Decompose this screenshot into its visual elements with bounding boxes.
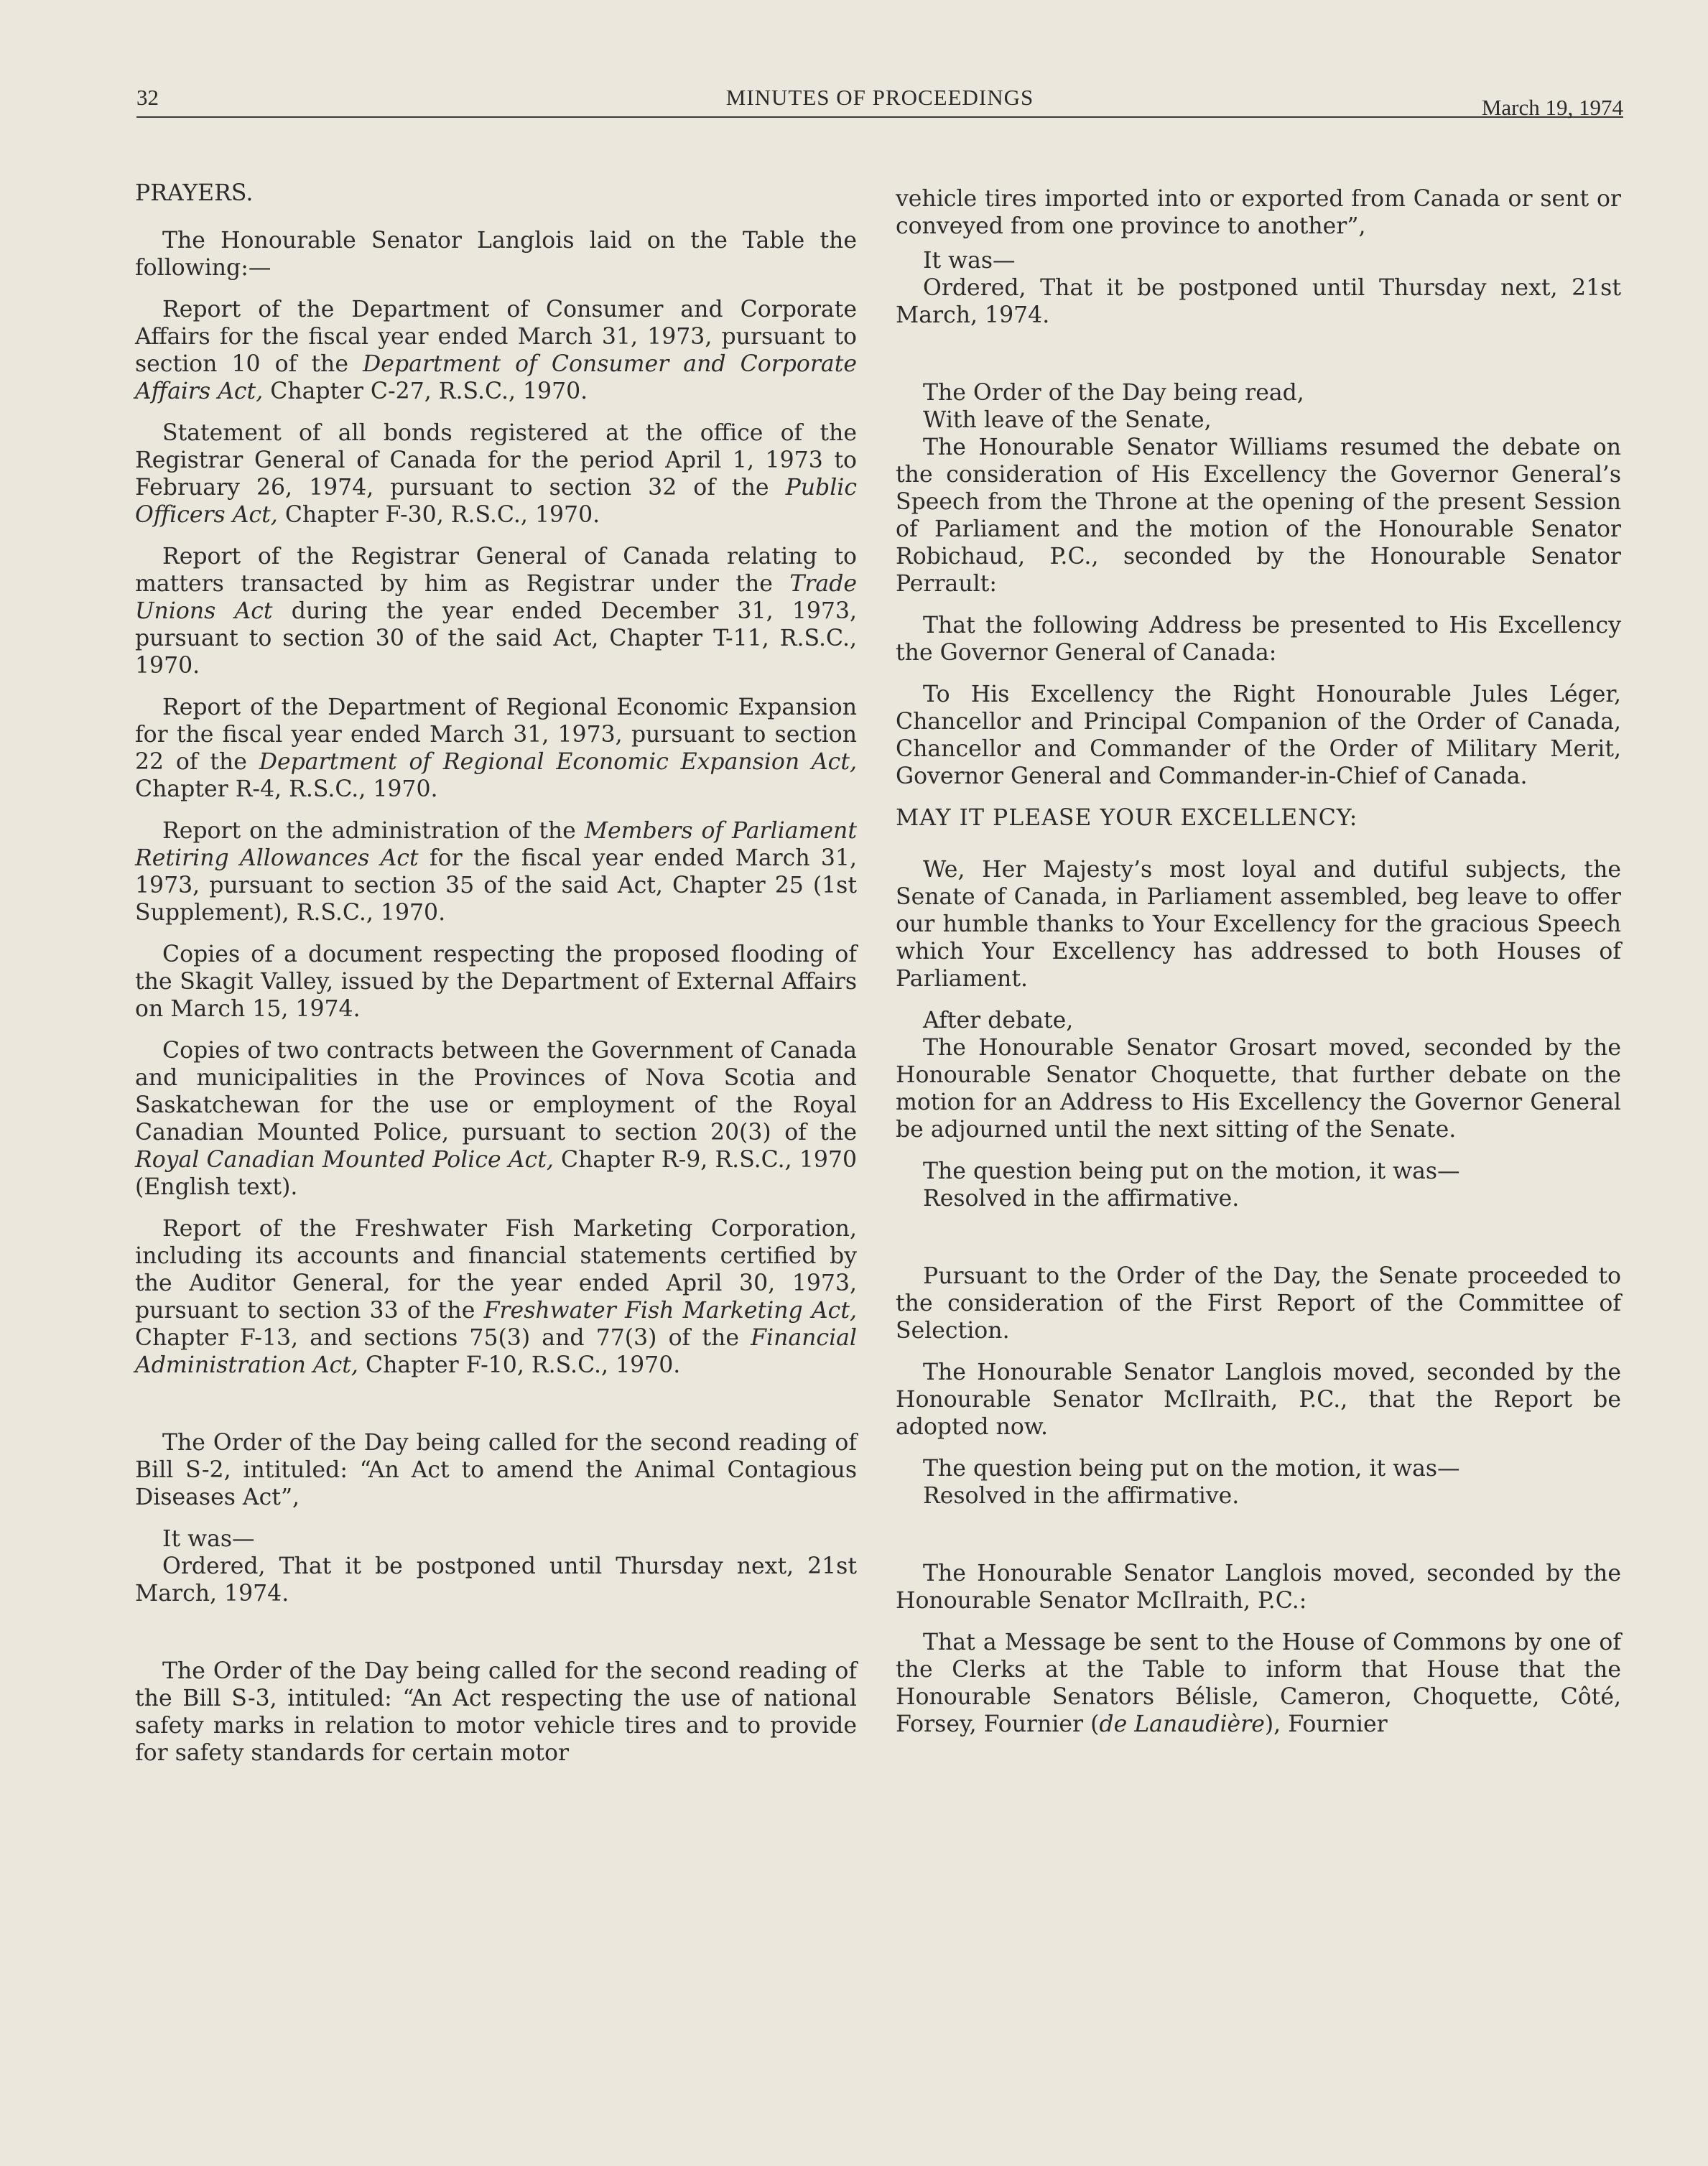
it-was: It was—: [923, 248, 1016, 274]
address-body: We, Her Majesty’s most loyal and dutiful subjects, the Senate of Canada, in Parliament assembled, beg leave to offer our humble thanks to Your Excellency for the gracious Speech which Your Excellency has addressed to both Houses of Parliament.: [896, 857, 1621, 992]
header-date: March 19, 1974: [1481, 95, 1623, 120]
order-of-day-bill-s3: The Order of the Day being called for the second reading of the Bill S-3, intituled: “An Act respecting the use of national safety marks in relation to motor vehicle tires and to provide for safety standards for certain motor: [135, 1658, 857, 1766]
question-put: The question being put on the motion, it was—: [923, 1456, 1460, 1482]
message-text: That a Message be sent to the House of Commons by one of the Clerks at the Table to inform that House that the Honourable Senators Bélisle, Cameron, Choquette, Côté, Forsey, Fournier (de Lanaudière), Fournier: [896, 1630, 1621, 1737]
bill-s3-continued: vehicle tires imported into or exported from Canada or sent or conveyed from one province to another”,: [896, 186, 1621, 239]
address-motion: That the following Address be presented to His Excellency the Governor General of Canada:: [896, 613, 1621, 666]
order-of-day-read: The Order of the Day being read,: [923, 380, 1304, 406]
tabling-intro: The Honourable Senator Langlois laid on the Table the following:—: [135, 228, 857, 281]
committee-selection-report: Pursuant to the Order of the Day, the Senate proceeded to the consideration of the First Report of the Committee of Selection.: [896, 1263, 1621, 1344]
adjournment-motion: The Honourable Senator Grosart moved, seconded by the Honourable Senator Choquette, that further debate on the motion for an Address to His Excellency the Governor General be adjourned until the next sitting of the Senate.: [896, 1035, 1621, 1143]
adoption-motion: The Honourable Senator Langlois moved, seconded by the Honourable Senator McIlraith, P.C., that the Report be adopted now.: [896, 1359, 1621, 1440]
left-column: [135, 180, 857, 1781]
prayers-heading: PRAYERS.: [135, 180, 254, 206]
order-of-day-bill-s2: The Order of the Day being called for the second reading of Bill S-2, intituled: “An Act to amend the Animal Contagious Diseases Act”,: [135, 1430, 857, 1510]
tabled-document: Report of the Freshwater Fish Marketing Corporation, including its accounts and financial statements certified by the Auditor General, for the year ended April 30, 1973, pursuant to section 33 of the Freshwater Fish Marketing Act, Chapter F-13, and sections 75(3) and 77(3) of the Financial Administration Act, Chapter F-10, R.S.C., 1970.: [135, 1216, 857, 1378]
tabled-document: Report of the Department of Regional Economic Expansion for the fiscal year ended March 31, 1973, pursuant to section 22 of the Department of Regional Economic Expansion Act, Chapter R-4, R.S.C., 1970.: [135, 694, 857, 802]
debate-resumed: The Honourable Senator Williams resumed the debate on the consideration of His Excellency the Governor General’s Speech from the Throne at the opening of the present Session of Parliament and the motion of the Honourable Senator Robichaud, P.C., seconded by the Honourable Senator Perrault:: [896, 434, 1621, 597]
tabled-document: Report of the Registrar General of Canada relating to matters transacted by him as Registrar under the Trade Unions Act during the year ended December 31, 1973, pursuant to section 30 of the said Act, Chapter T-11, R.S.C., 1970.: [135, 544, 858, 679]
tabled-document: Copies of two contracts between the Government of Canada and municipalities in the Provinces of Nova Scotia and Saskatchewan for the use or employment of the Royal Canadian Mounted Police, pursuant to section 20(3) of the Royal Canadian Mounted Police Act, Chapter R-9, R.S.C., 1970 (English text).: [135, 1038, 857, 1200]
running-title: MINUTES OF PROCEEDINGS: [725, 85, 1034, 110]
ordered-postponed: Ordered, That it be postponed until Thursday next, 21st March, 1974.: [896, 275, 1621, 328]
may-it-please-heading: MAY IT PLEASE YOUR EXCELLENCY:: [896, 805, 1358, 831]
right-column: [896, 185, 1621, 1752]
resolved-affirmative: Resolved in the affirmative.: [923, 1186, 1240, 1212]
tabled-document: Report on the administration of the Members of Parliament Retiring Allowances Act for the fiscal year ended March 31, 1973, pursuant to section 35 of the said Act, Chapter 25 (1st Supplement), R.S.C., 1970.: [135, 818, 857, 926]
it-was: It was—: [162, 1526, 255, 1552]
question-put: The question being put on the motion, it was—: [923, 1158, 1460, 1184]
ordered-postponed: Ordered, That it be postponed until Thursday next, 21st March, 1974.: [135, 1553, 857, 1607]
after-debate: After debate,: [923, 1008, 1074, 1033]
address-salutation: To His Excellency the Right Honourable Jules Léger, Chancellor and Principal Companion of the Order of Canada, Chancellor and Commander of the Order of Military Merit, Governor General and Commander-in-Chief of Canada.: [896, 682, 1621, 789]
tabled-document: Report of the Department of Consumer and Corporate Affairs for the fiscal year ended March 31, 1973, pursuant to section 10 of the Department of Consumer and Corporate Affairs Act, Chapter C-27, R.S.C., 1970.: [135, 297, 857, 404]
resolved-affirmative: Resolved in the affirmative.: [923, 1483, 1240, 1509]
with-leave: With leave of the Senate,: [923, 407, 1212, 433]
message-motion: The Honourable Senator Langlois moved, seconded by the Honourable Senator McIlraith, P.C.:: [896, 1561, 1621, 1614]
tabled-document: Copies of a document respecting the proposed flooding of the Skagit Valley, issued by the Department of External Affairs on March 15, 1974.: [135, 942, 857, 1022]
page-header: [136, 80, 1623, 118]
page-number: 32: [136, 85, 159, 110]
tabled-document: Statement of all bonds registered at the office of the Registrar General of Canada for the period April 1, 1973 to February 26, 1974, pursuant to section 32 of the Public Officers Act, Chapter F-30, R.S.C., 1970.: [135, 420, 857, 528]
